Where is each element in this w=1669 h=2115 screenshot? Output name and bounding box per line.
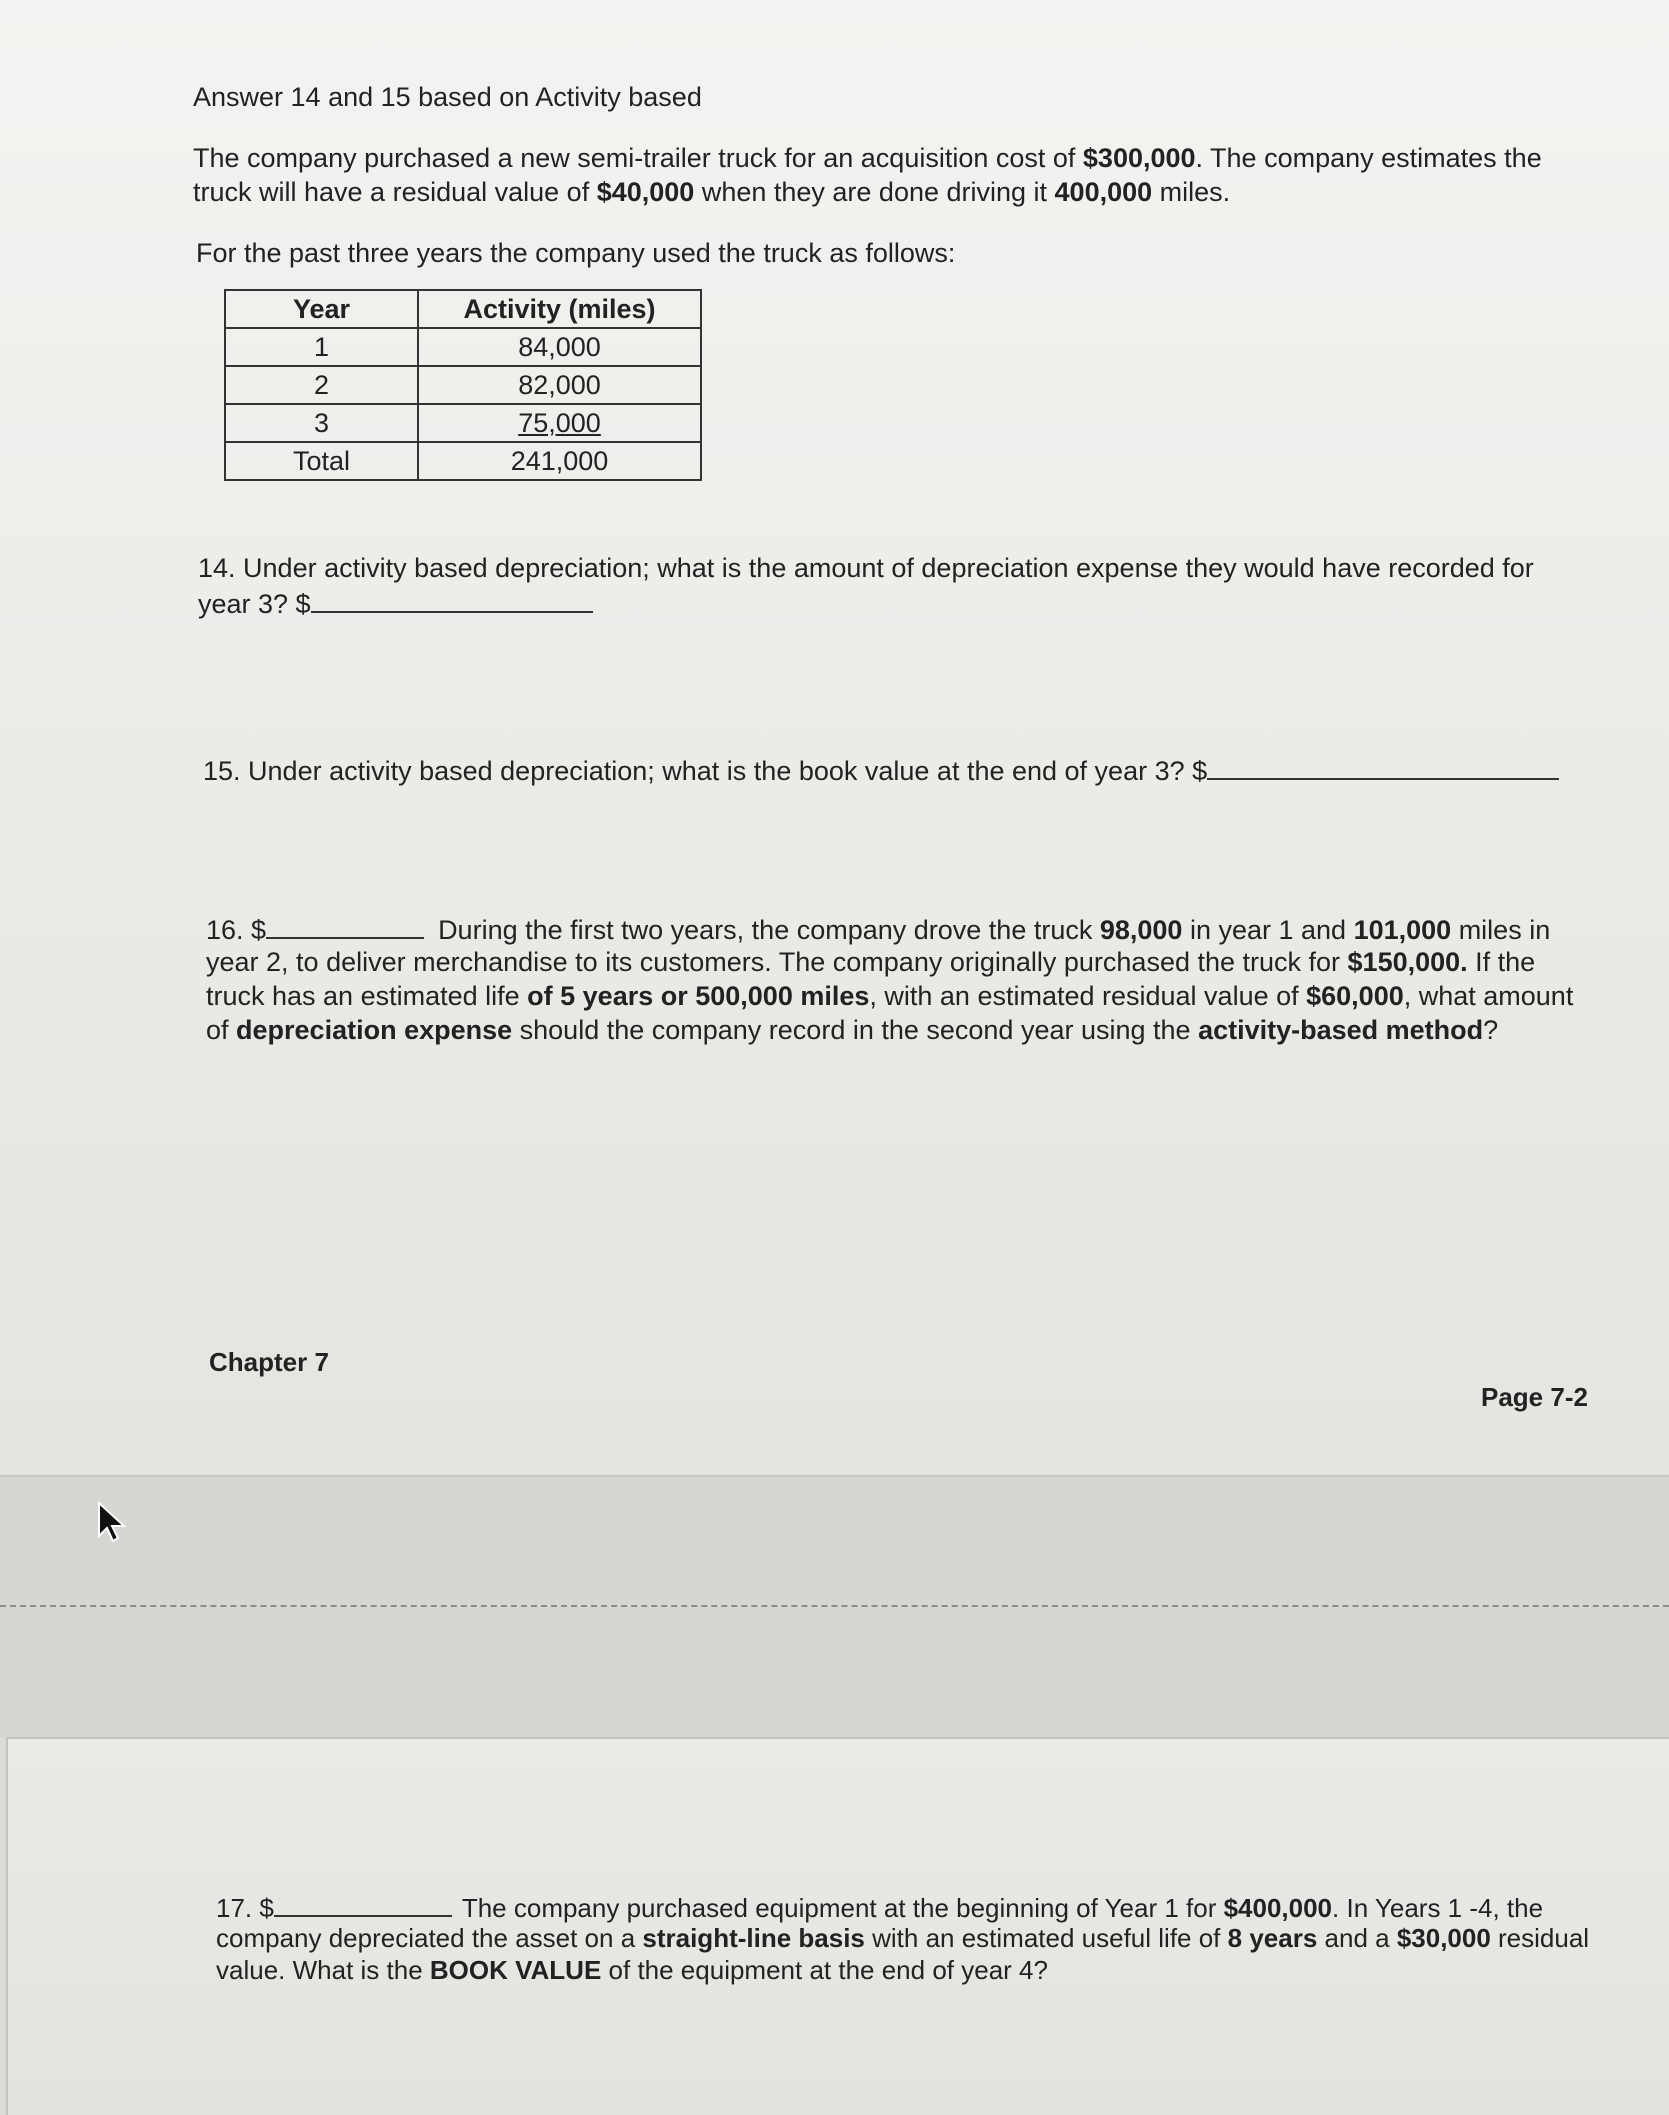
table-cell-total-miles: 241,000 — [418, 442, 701, 480]
footer-chapter: Chapter 7 — [209, 1347, 329, 1377]
mouse-pointer-icon — [96, 1500, 130, 1549]
table-cell-year: 2 — [225, 366, 418, 404]
table-cell-year: 3 — [225, 404, 418, 442]
table-total-row — [225, 442, 701, 480]
worksheet-page-2 — [6, 1737, 1669, 2115]
question-17-line-2: company depreciated the asset on a straight-line basis with an estimated useful life of 8 years and a $30,000 residual — [216, 1923, 1590, 1953]
footer-page-number: Page 7-2 — [1481, 1382, 1588, 1412]
section-heading: Answer 14 and 15 based on Activity based — [193, 82, 702, 112]
page-break-divider — [0, 1605, 1669, 1607]
answer-15-blank[interactable] — [1207, 752, 1559, 780]
question-16-line-3: truck has an estimated life of 5 years or 500,000 miles, with an estimated residual value of $60,000, what amount — [206, 981, 1574, 1011]
question-15: 15. Under activity based depreciation; what is the book value at the end of year 3? $ — [203, 752, 1559, 788]
answer-16-blank[interactable] — [266, 911, 424, 939]
intro-paragraph-line-2: truck will have a residual value of $40,000 when they are done driving it 400,000 miles. — [193, 177, 1231, 207]
activity-table — [224, 289, 702, 481]
table-cell-miles: 84,000 — [418, 328, 701, 366]
table-cell-year: 1 — [225, 328, 418, 366]
table-row — [225, 404, 701, 442]
table-header-year: Year — [225, 290, 418, 328]
answer-14-blank[interactable] — [311, 585, 593, 613]
table-header-activity: Activity (miles) — [418, 290, 701, 328]
question-14-line-1: 14. Under activity based depreciation; what is the amount of depreciation expense they would have recorded for — [198, 553, 1534, 583]
intro-paragraph-line-3: For the past three years the company used the truck as follows: — [196, 238, 956, 268]
question-16-line-1: 16. $ During the first two years, the company drove the truck 98,000 in year 1 and 101,000 miles in — [206, 911, 1550, 947]
question-16-line-2: year 2, to deliver merchandise to its customers. The company originally purchased the truck for $150,000. If the — [206, 947, 1536, 977]
intro-paragraph-line-1: The company purchased a new semi-trailer truck for an acquisition cost of $300,000. The company estimates the — [193, 143, 1542, 173]
table-row — [225, 328, 701, 366]
table-row — [225, 366, 701, 404]
question-17-line-3: value. What is the BOOK VALUE of the equipment at the end of year 4? — [216, 1955, 1048, 1985]
question-16-line-4: of depreciation expense should the company record in the second year using the activity-based method? — [206, 1015, 1499, 1045]
answer-17-blank[interactable] — [274, 1889, 452, 1917]
table-cell-miles: 75,000 — [418, 404, 701, 442]
table-cell-total-label: Total — [225, 442, 418, 480]
table-header-row — [225, 290, 701, 328]
page-gap — [0, 1477, 1669, 1737]
table-cell-miles: 82,000 — [418, 366, 701, 404]
question-14-line-2: year 3? $ — [198, 585, 593, 621]
question-17-line-1: 17. $ The company purchased equipment at the beginning of Year 1 for $400,000. In Years 1 -4, the — [216, 1889, 1543, 1925]
